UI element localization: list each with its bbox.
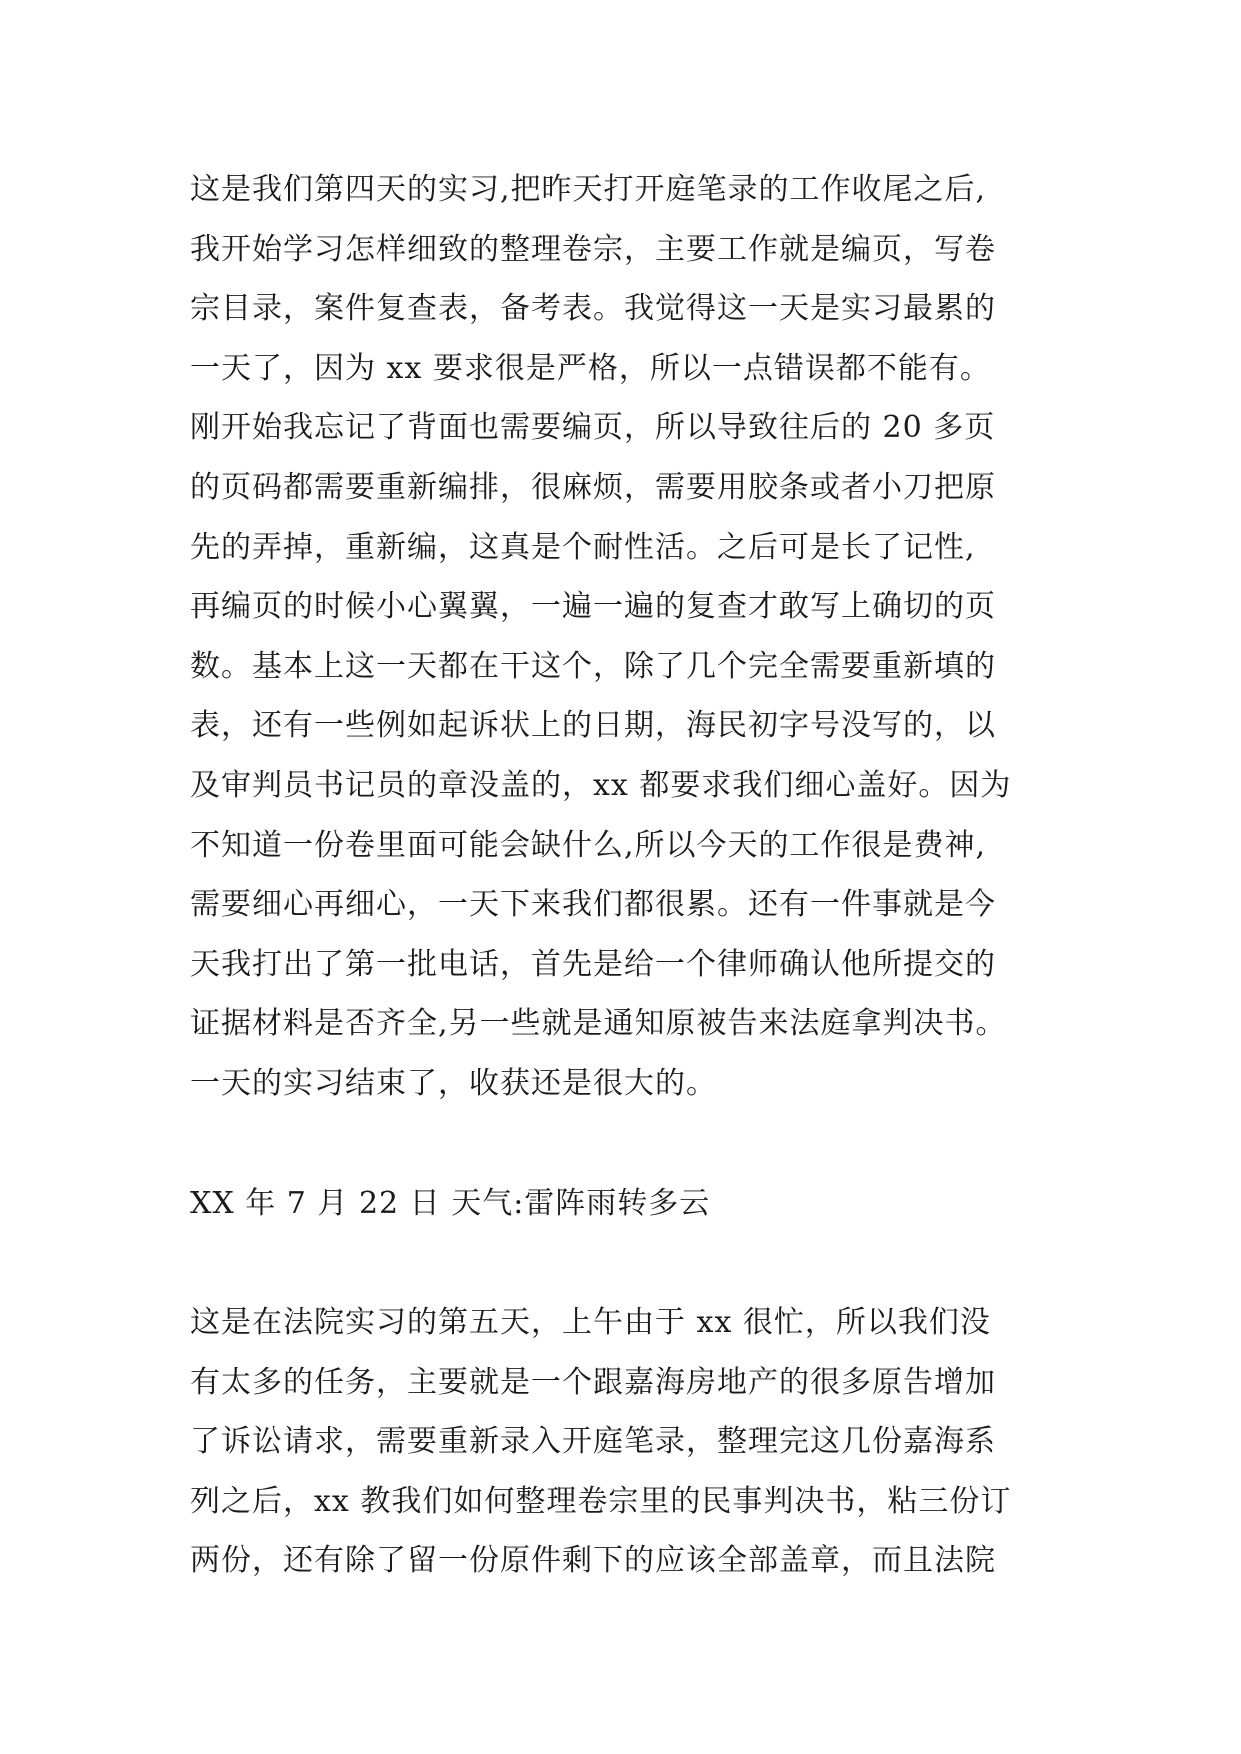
text-line: 天我打出了第一批电话，首先是给一个律师确认他所提交的 xyxy=(190,946,996,982)
text-line: 一天了，因为 xx 要求很是严格，所以一点错误都不能有。 xyxy=(190,350,991,386)
text-line: 需要细心再细心，一天下来我们都很累。还有一件事就是今 xyxy=(190,887,996,923)
text-line: 两份，还有除了留一份原件剩下的应该全部盖章，而且法院 xyxy=(190,1543,996,1579)
text-line: 刚开始我忘记了背面也需要编页，所以导致往后的 20 多页 xyxy=(190,410,996,446)
paragraph-spacer xyxy=(190,1114,1090,1174)
text-line: 有太多的任务，主要就是一个跟嘉海房地产的很多原告增加 xyxy=(190,1364,996,1400)
text-line: 我开始学习怎样细致的整理卷宗，主要工作就是编页，写卷 xyxy=(190,231,996,267)
text-line: 宗目录，案件复查表，备考表。我觉得这一天是实习最累的 xyxy=(190,291,996,327)
date-weather-heading: XX 年 7 月 22 日 天气:雷阵雨转多云 xyxy=(190,1185,711,1221)
text-line: 再编页的时候小心翼翼，一遍一遍的复查才敢写上确切的页 xyxy=(190,589,996,625)
text-line: 及审判员书记员的章没盖的，xx 都要求我们细心盖好。因为 xyxy=(190,767,1012,803)
paragraph-internship-day-5 xyxy=(190,1293,1090,1591)
text-line: 数。基本上这一天都在干这个，除了几个完全需要重新填的 xyxy=(190,648,996,684)
text-line: 了诉讼请求，需要重新录入开庭笔录，整理完这几份嘉海系 xyxy=(190,1424,996,1460)
text-line: 不知道一份卷里面可能会缺什么,所以今天的工作很是费神, xyxy=(190,827,987,863)
text-line: 一天的实习结束了，收获还是很大的。 xyxy=(190,1065,717,1101)
document-body xyxy=(190,160,1090,1591)
paragraph-internship-day-4 xyxy=(190,160,1090,1114)
text-line: 这是在法院实习的第五天，上午由于 xx 很忙，所以我们没 xyxy=(190,1305,991,1341)
paragraph-spacer xyxy=(190,1233,1090,1293)
text-line: 先的弄掉，重新编，这真是个耐性活。之后可是长了记性, xyxy=(190,529,976,565)
text-line: 这是我们第四天的实习,把昨天打开庭笔录的工作收尾之后, xyxy=(190,172,987,207)
text-line: 列之后，xx 教我们如何整理卷宗里的民事判决书，粘三份订 xyxy=(190,1483,1012,1519)
text-line: 表，还有一些例如起诉状上的日期，海民初字号没写的，以 xyxy=(190,708,996,744)
text-line: 的页码都需要重新编排，很麻烦，需要用胶条或者小刀把原 xyxy=(190,469,996,505)
text-line: 证据材料是否齐全,另一些就是通知原被告来法庭拿判决书。 xyxy=(190,1006,1007,1042)
